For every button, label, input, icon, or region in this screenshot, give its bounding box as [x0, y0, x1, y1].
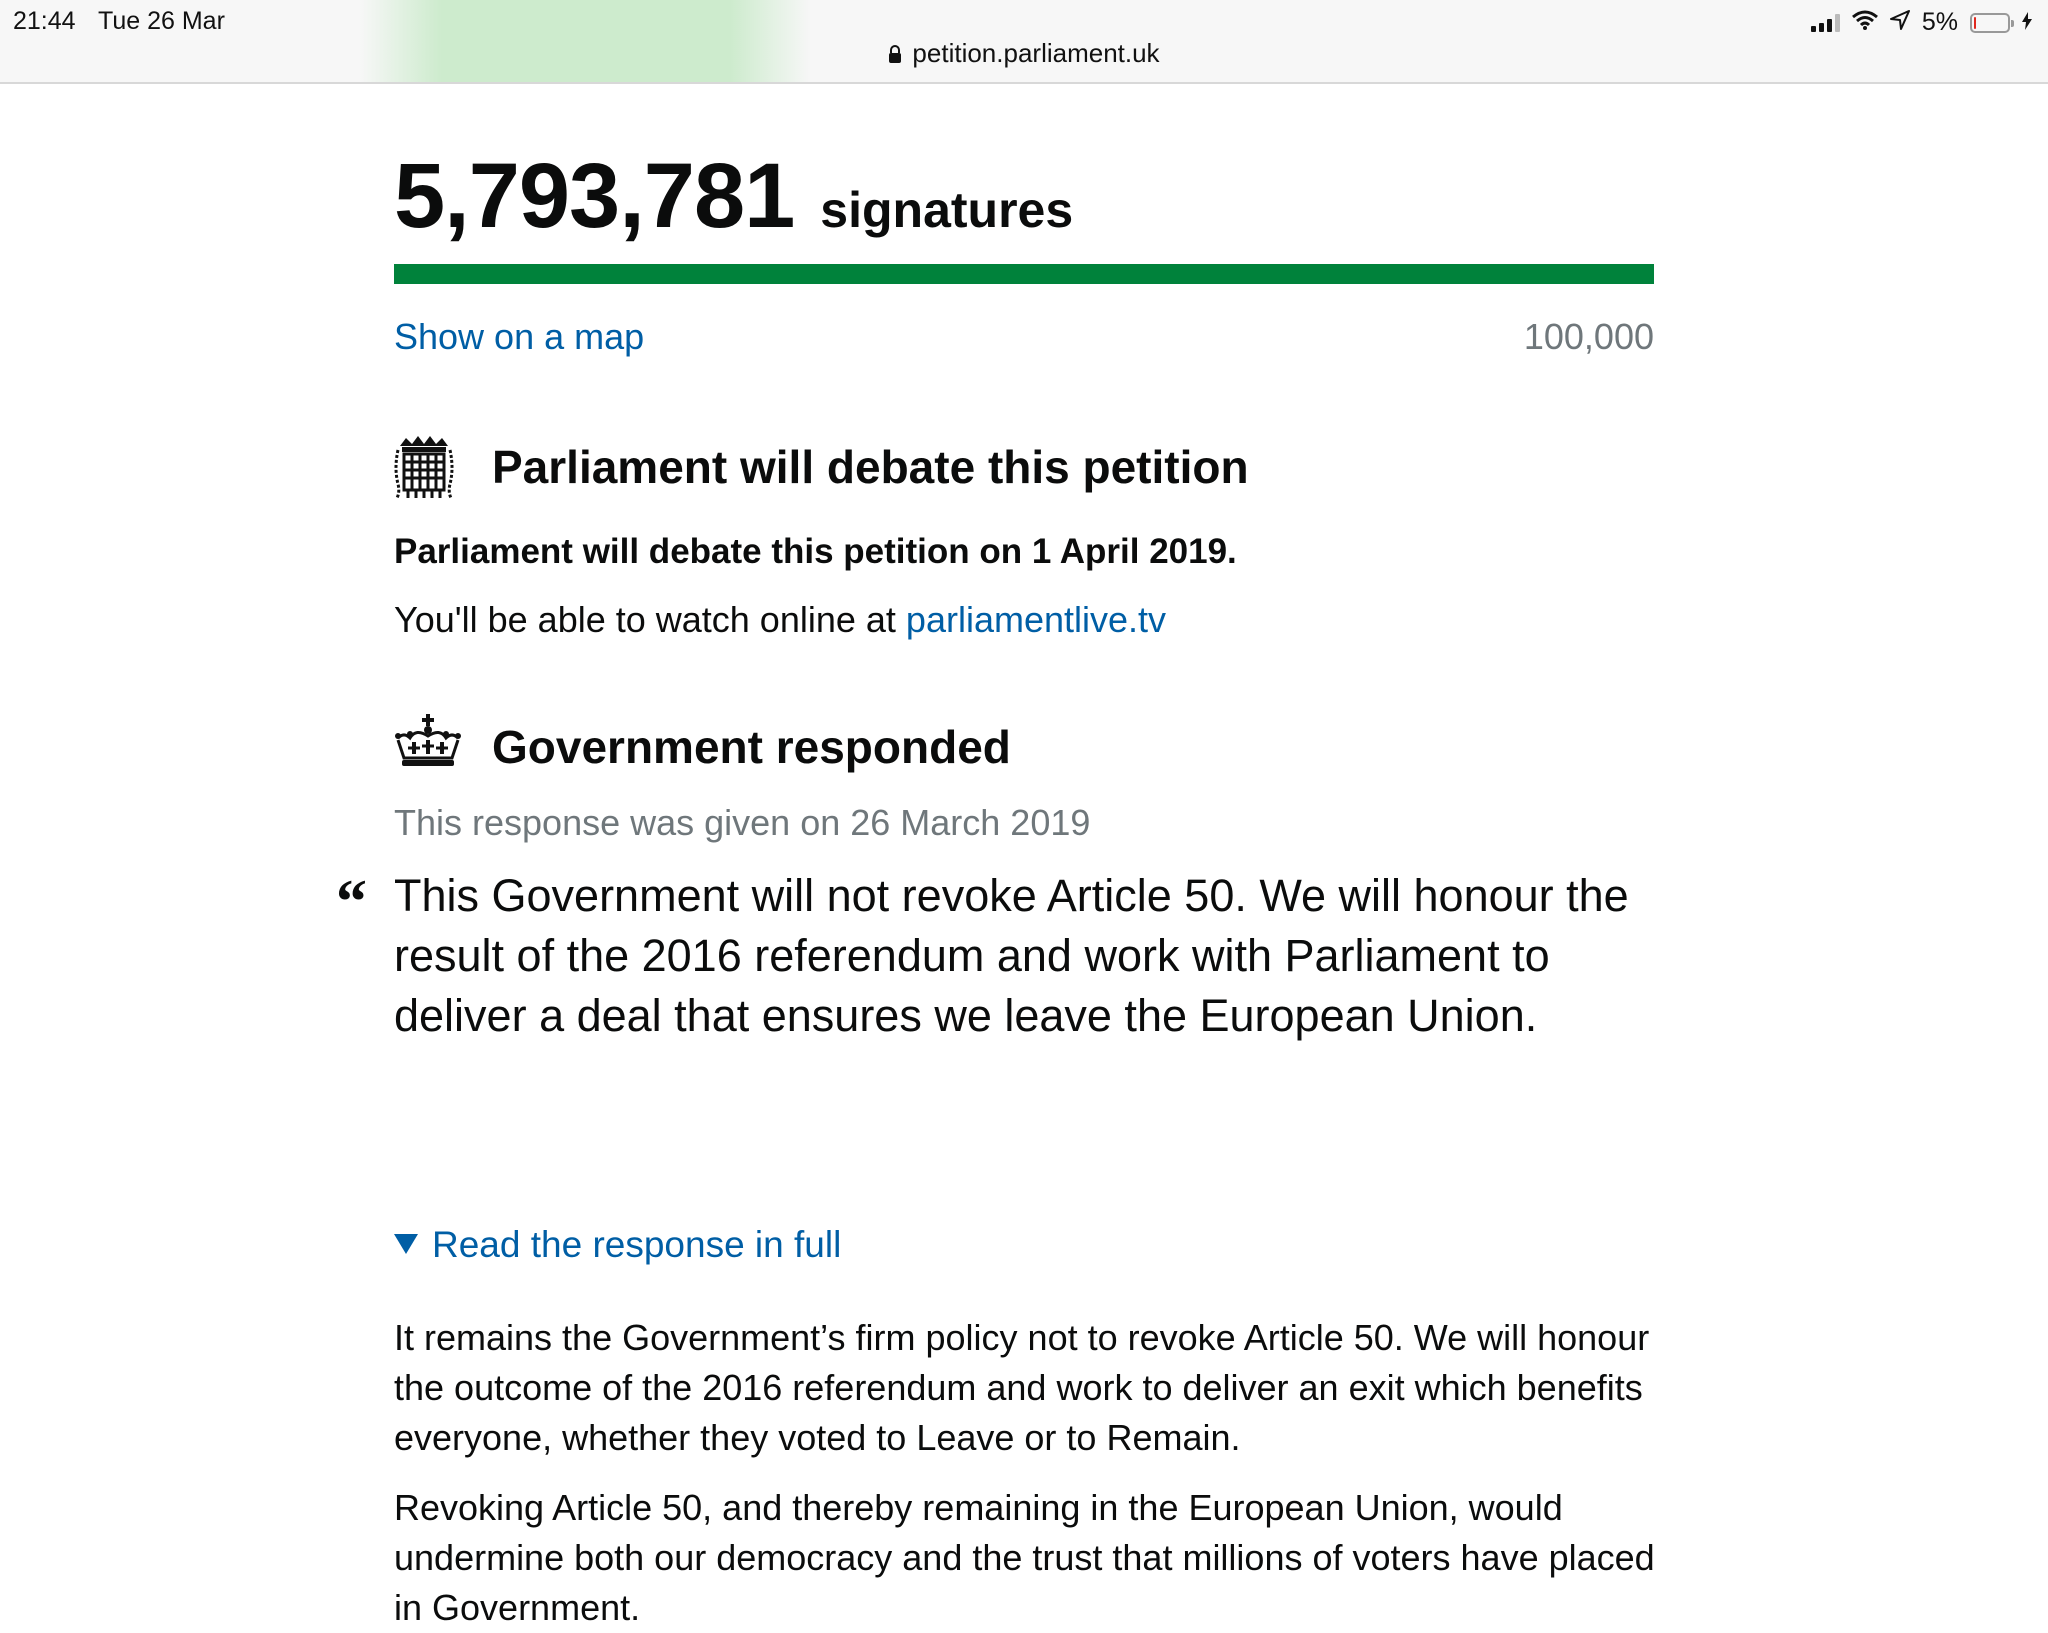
response-summary: This Government will not revoke Article 50. We will honour the result of the 2016 referendum and work with Parliament to deliver a deal that ensures we leave the European Union.	[394, 870, 1629, 1041]
debate-date: Parliament will debate this petition on 1 April 2019.	[394, 532, 1237, 571]
wifi-icon	[1852, 8, 1878, 37]
charging-bolt-icon	[2022, 8, 2032, 37]
lock-icon	[888, 39, 902, 70]
response-date: This response was given on 26 March 2019	[394, 802, 1091, 843]
read-full-response-label: Read the response in full	[432, 1224, 842, 1265]
status-bar	[0, 0, 2048, 84]
signature-threshold: 100,000	[1523, 316, 1654, 357]
quote-mark: “	[336, 868, 367, 936]
read-full-response-toggle[interactable]	[394, 1224, 841, 1266]
status-time: 21:44	[13, 7, 76, 35]
location-arrow-icon	[1890, 8, 1910, 37]
battery-percent: 5%	[1921, 8, 1958, 36]
show-on-map-link[interactable]: Show on a map	[394, 316, 645, 357]
government-response-title: Government responded	[492, 721, 1011, 773]
signature-label: signatures	[820, 182, 1074, 238]
disclosure-triangle-icon	[394, 1234, 418, 1254]
response-paragraph: Revoking Article 50, and thereby remaining in the European Union, would undermine both our democracy and the trust that millions of voters have placed in Government.	[394, 1487, 1655, 1628]
watch-prefix: You'll be able to watch online at	[394, 599, 906, 640]
address-bar[interactable]	[0, 38, 2048, 70]
parliamentlive-link[interactable]: parliamentlive.tv	[905, 599, 1167, 640]
debate-title: Parliament will debate this petition	[492, 441, 1249, 493]
battery-icon	[1970, 13, 2010, 33]
government-response-heading	[394, 714, 1011, 780]
signature-progress-bar	[394, 264, 1654, 284]
status-indicators	[1811, 8, 2032, 37]
debate-heading	[394, 434, 1249, 500]
portcullis-icon	[394, 434, 454, 500]
watch-online-text	[394, 599, 1166, 641]
signature-progress-fill	[394, 264, 1654, 284]
signature-number: 5,793,781	[394, 145, 795, 247]
url-text: petition.parliament.uk	[912, 38, 1160, 68]
response-paragraph: It remains the Government’s firm policy not to revoke Article 50. We will honour the outcome of the 2016 referendum and work to deliver an exit which benefits everyone, whether they voted to Leave or to Remain.	[394, 1317, 1650, 1458]
signature-count	[394, 144, 1073, 249]
crown-icon	[394, 714, 454, 780]
status-date: Tue 26 Mar	[98, 7, 225, 35]
signal-icon	[1811, 14, 1840, 32]
